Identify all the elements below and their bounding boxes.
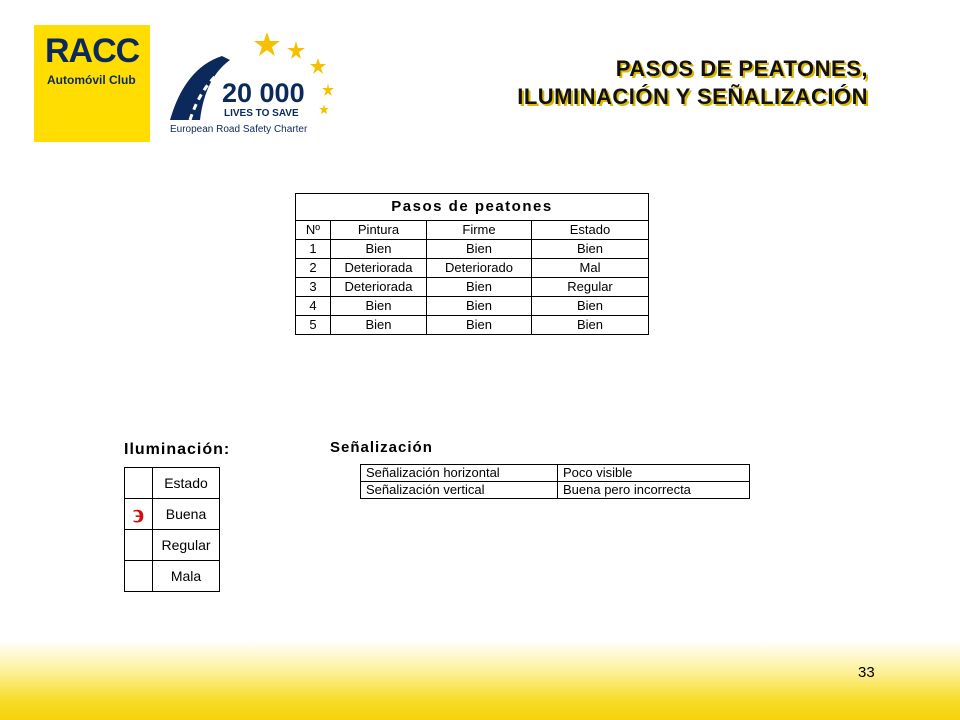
- page-number: 33: [858, 664, 875, 681]
- senalizacion-cell: Buena pero incorrecta: [558, 482, 750, 499]
- pasos-cell: Bien: [427, 240, 532, 259]
- pasos-row: [296, 297, 649, 316]
- iluminacion-table: [124, 467, 220, 592]
- iluminacion-row: [125, 530, 220, 561]
- pasos-header-cell: Estado: [532, 221, 649, 240]
- pasos-cell: 5: [296, 316, 331, 335]
- pasos-cell: 3: [296, 278, 331, 297]
- pasos-cell: Deteriorada: [331, 278, 427, 297]
- senalizacion-row: [361, 465, 750, 482]
- pasos-row: [296, 278, 649, 297]
- road-safety-charter-logo: [160, 28, 350, 138]
- pasos-cell: Bien: [532, 240, 649, 259]
- pasos-cell: 4: [296, 297, 331, 316]
- iluminacion-row: [125, 499, 220, 530]
- racc-logo: [34, 25, 150, 142]
- pasos-caption-row: [296, 194, 649, 221]
- pasos-cell: Bien: [532, 297, 649, 316]
- iluminacion-label: Mala: [153, 561, 220, 592]
- iluminacion-label: Buena: [153, 499, 220, 530]
- senalizacion-row: [361, 482, 750, 499]
- pasos-cell: Regular: [532, 278, 649, 297]
- iluminacion-title: Iluminación:: [124, 441, 231, 458]
- pasos-cell: Bien: [331, 297, 427, 316]
- racc-logo-subtext: Automóvil Club: [47, 73, 136, 87]
- charter-lives: LIVES TO SAVE: [224, 108, 299, 119]
- check-mark-icon: ϶: [133, 499, 144, 528]
- iluminacion-checkbox: [125, 530, 153, 561]
- pasos-cell: Bien: [427, 278, 532, 297]
- pasos-table: [295, 193, 649, 335]
- senalizacion-cell: Señalización horizontal: [361, 465, 558, 482]
- racc-logo-text: RACC: [45, 32, 140, 70]
- pasos-cell: Bien: [331, 240, 427, 259]
- pasos-cell: Deteriorado: [427, 259, 532, 278]
- pasos-row: [296, 259, 649, 278]
- senalizacion-table: [360, 464, 750, 499]
- pasos-header-cell: Pintura: [331, 221, 427, 240]
- pasos-row: [296, 316, 649, 335]
- pasos-caption: Pasos de peatones: [296, 194, 649, 221]
- iluminacion-checkbox: [125, 468, 153, 499]
- iluminacion-checkbox-selected: [125, 499, 153, 530]
- senalizacion-title: Señalización: [330, 439, 433, 456]
- charter-name: European Road Safety Charter: [170, 124, 308, 135]
- iluminacion-row: [125, 561, 220, 592]
- page-title-line-1: PASOS DE PEATONES,: [615, 56, 868, 81]
- page-title-line-2: ILUMINACIÓN Y SEÑALIZACIÓN: [517, 84, 868, 109]
- pasos-cell: Bien: [427, 316, 532, 335]
- page-title: [517, 55, 868, 111]
- pasos-cell: Deteriorada: [331, 259, 427, 278]
- pasos-cell: 2: [296, 259, 331, 278]
- pasos-header-cell: Nº: [296, 221, 331, 240]
- bottom-gradient-band: [0, 640, 960, 720]
- charter-count: 20 000: [222, 78, 305, 108]
- pasos-header-cell: Firme: [427, 221, 532, 240]
- pasos-cell: Bien: [427, 297, 532, 316]
- iluminacion-label: Estado: [153, 468, 220, 499]
- iluminacion-label: Regular: [153, 530, 220, 561]
- senalizacion-cell: Poco visible: [558, 465, 750, 482]
- pasos-cell: Bien: [331, 316, 427, 335]
- iluminacion-row: [125, 468, 220, 499]
- pasos-cell: Bien: [532, 316, 649, 335]
- pasos-cell: Mal: [532, 259, 649, 278]
- pasos-row: [296, 240, 649, 259]
- senalizacion-cell: Señalización vertical: [361, 482, 558, 499]
- pasos-cell: 1: [296, 240, 331, 259]
- iluminacion-checkbox: [125, 561, 153, 592]
- pasos-header-row: [296, 221, 649, 240]
